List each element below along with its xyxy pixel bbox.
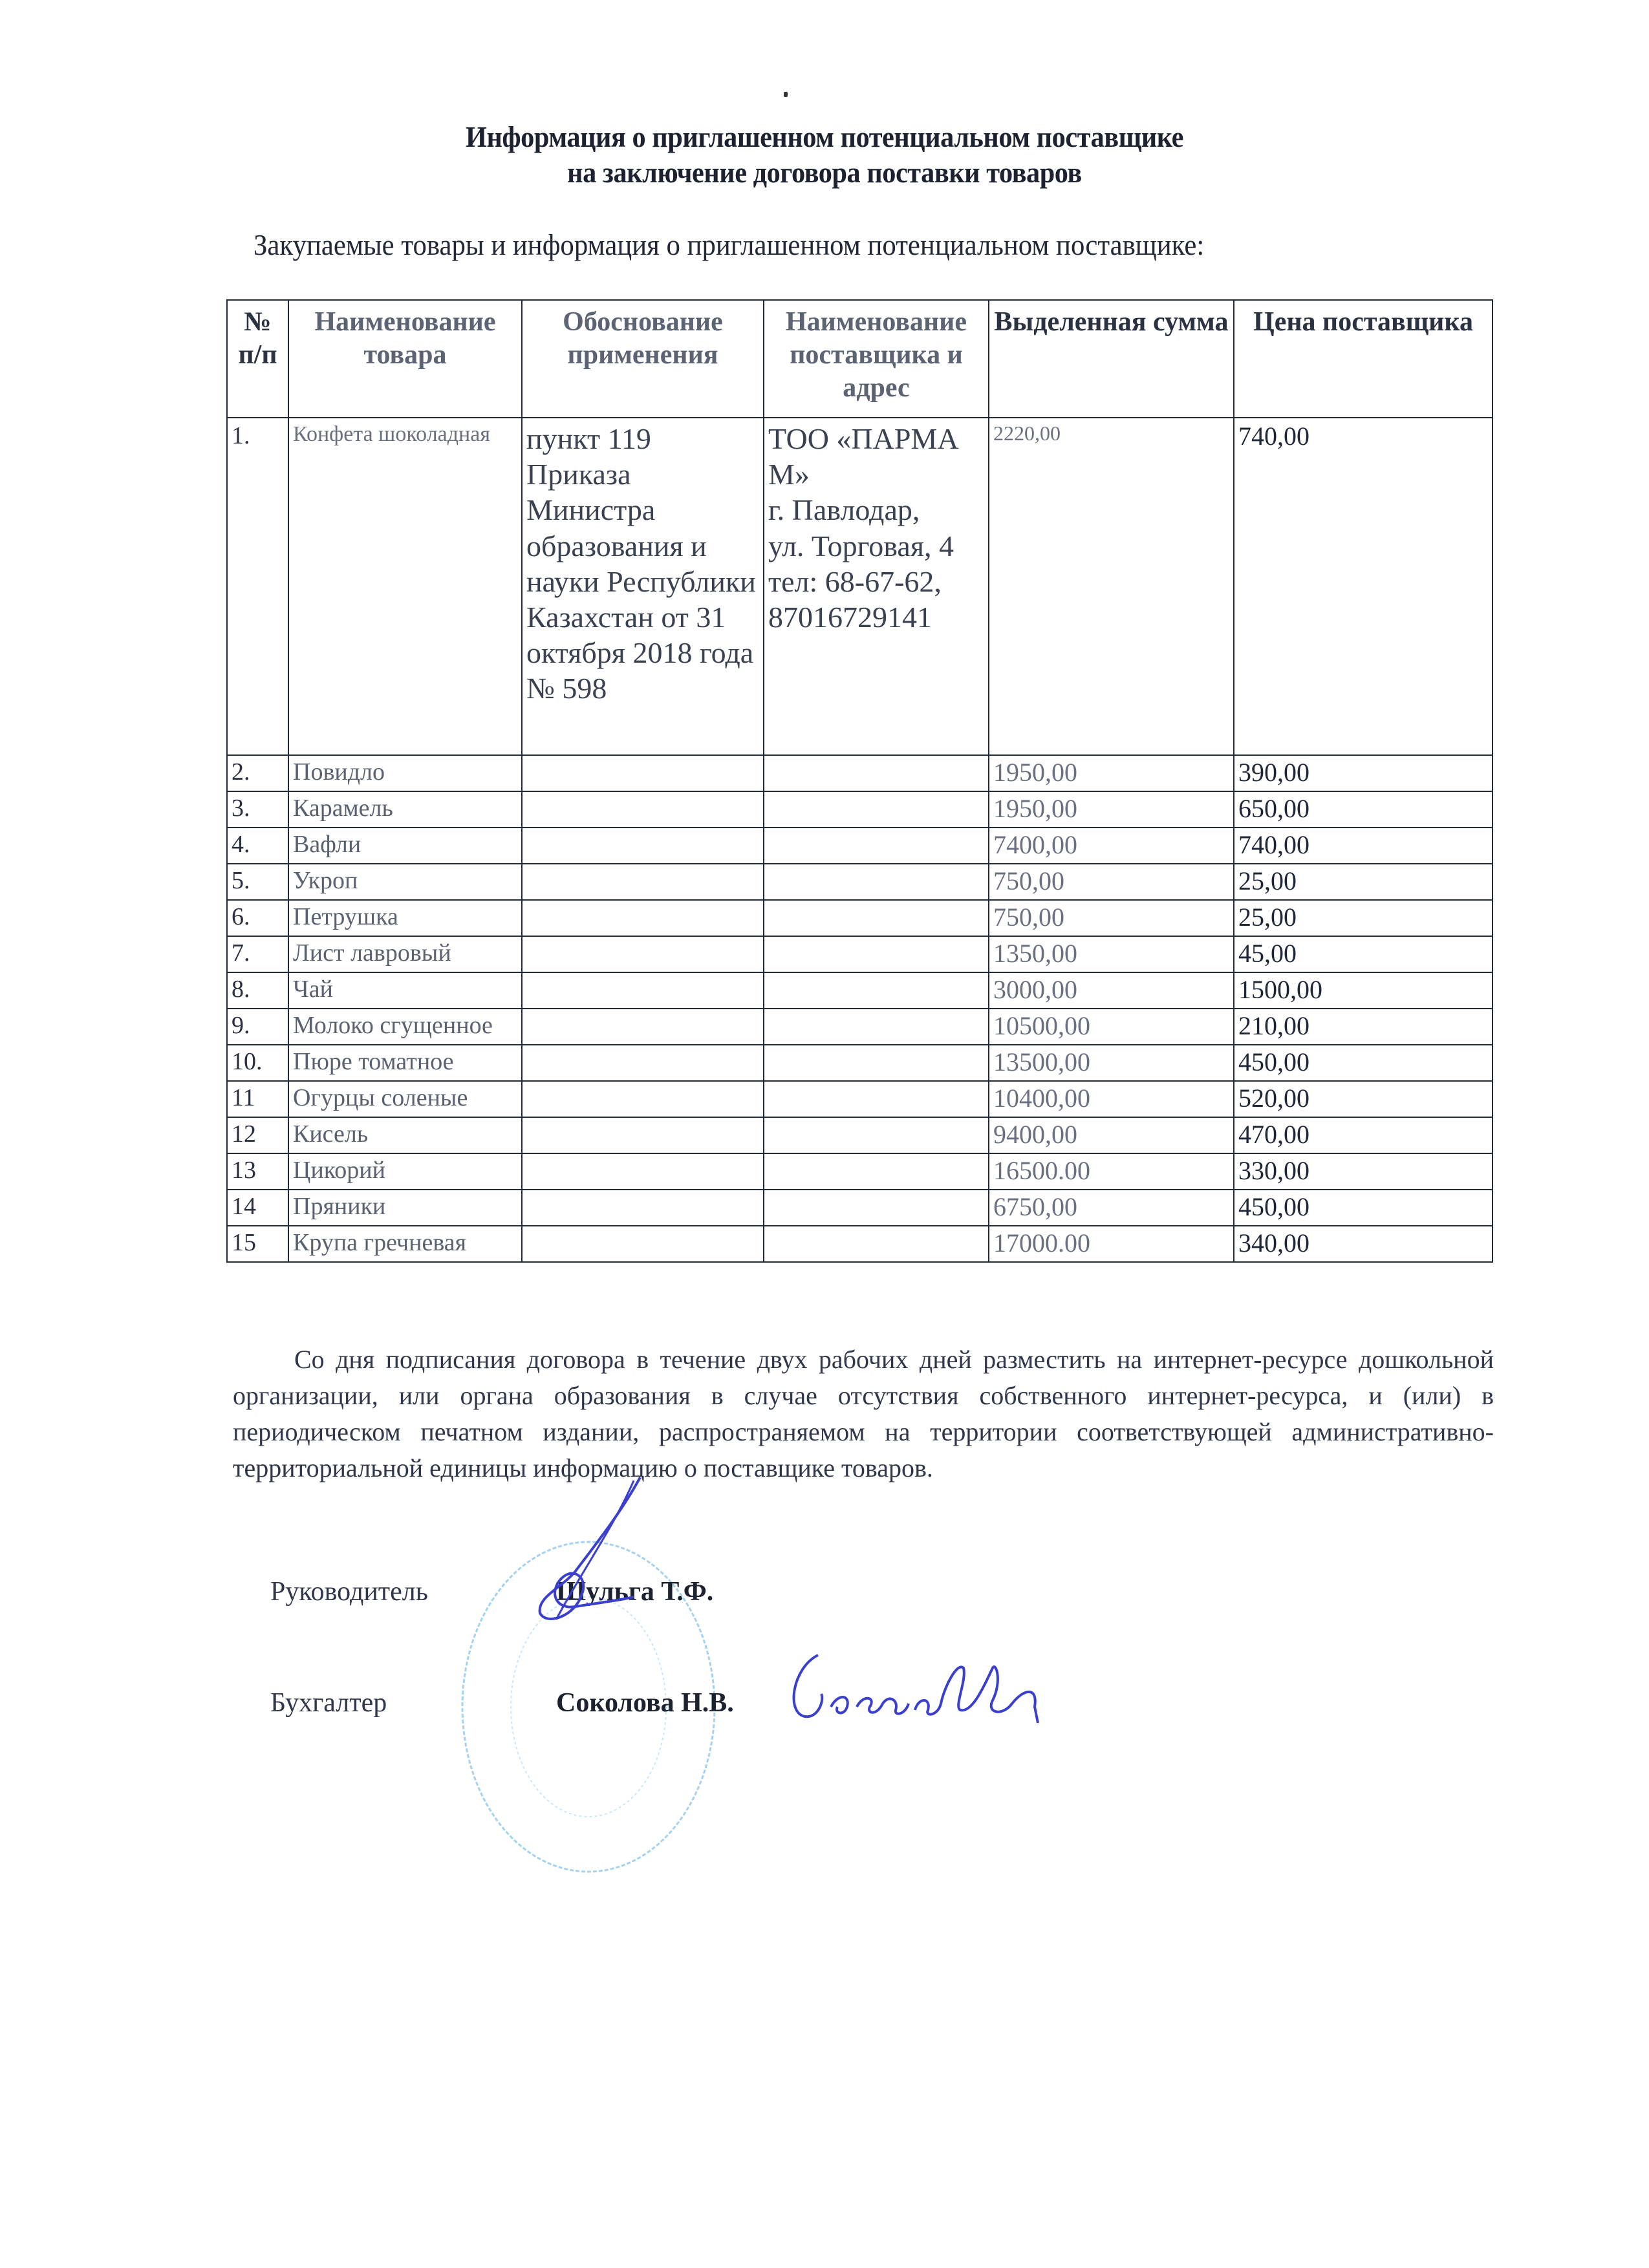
row-number: 2. xyxy=(227,755,288,791)
supplier-mobile: 87016729141 xyxy=(768,600,932,634)
table-row xyxy=(227,1009,1493,1045)
supplier-city: г. Павлодар, xyxy=(768,493,920,527)
row-allocated-amount: 13500,00 xyxy=(989,1045,1234,1081)
row-supplier-price: 450,00 xyxy=(1234,1045,1493,1081)
row-allocated-amount: 9400,00 xyxy=(989,1117,1234,1153)
row-supplier-price: 740,00 xyxy=(1234,418,1493,755)
justification-cell: пункт 119 Приказа Министра образования и науки Республики Казахстан от 31 октября 2018 года № 598 xyxy=(522,418,764,755)
row-supplier-price: 450,00 xyxy=(1234,1190,1493,1226)
row-allocated-amount: 3000,00 xyxy=(989,972,1234,1009)
row-goods-name: Пюре томатное xyxy=(288,1045,522,1081)
row-allocated-amount: 16500.00 xyxy=(989,1153,1234,1190)
table-row xyxy=(227,418,1493,755)
table-row xyxy=(227,1045,1493,1081)
row-goods-name: Молоко сгущенное xyxy=(288,1009,522,1045)
table-row xyxy=(227,864,1493,900)
row-allocated-amount: 7400,00 xyxy=(989,828,1234,864)
row-supplier-empty xyxy=(764,1153,989,1190)
row-goods-name: Крупа гречневая xyxy=(288,1226,522,1262)
head-role-label: Руководитель xyxy=(270,1577,428,1607)
row-allocated-amount: 1950,00 xyxy=(989,755,1234,791)
document-title-line-2: на заключение договора поставки товаров xyxy=(567,156,1082,189)
row-allocated-amount: 10500,00 xyxy=(989,1009,1234,1045)
row-number: 13 xyxy=(227,1153,288,1190)
scan-mark xyxy=(784,92,788,97)
row-supplier-price: 25,00 xyxy=(1234,864,1493,900)
row-justification-empty xyxy=(522,1190,764,1226)
row-allocated-amount: 10400,00 xyxy=(989,1081,1234,1117)
row-supplier-price: 1500,00 xyxy=(1234,972,1493,1009)
row-allocated-amount: 750,00 xyxy=(989,864,1234,900)
document-title-line-1: Информация о приглашенном потенциальном поставщике xyxy=(465,120,1184,153)
table-row xyxy=(227,1117,1493,1153)
header-supplier-price: Цена поставщика xyxy=(1234,300,1493,418)
header-allocated-amount: Выделенная сумма xyxy=(989,300,1234,418)
row-supplier-empty xyxy=(764,972,989,1009)
row-allocated-amount: 17000.00 xyxy=(989,1226,1234,1262)
row-goods-name: Укроп xyxy=(288,864,522,900)
supplier-street: ул. Торговая, 4 xyxy=(768,529,954,562)
accountant-signature-icon xyxy=(779,1642,1064,1739)
table-row xyxy=(227,972,1493,1009)
row-supplier-empty xyxy=(764,791,989,828)
table-row xyxy=(227,755,1493,791)
head-signature-icon xyxy=(511,1474,679,1629)
row-supplier-price: 520,00 xyxy=(1234,1081,1493,1117)
row-number: 15 xyxy=(227,1226,288,1262)
row-supplier-price: 210,00 xyxy=(1234,1009,1493,1045)
header-supplier: Наименование поставщика и адрес xyxy=(764,300,989,418)
row-supplier-empty xyxy=(764,936,989,972)
row-supplier-empty xyxy=(764,755,989,791)
header-number: № п/п xyxy=(227,300,288,418)
row-supplier-empty xyxy=(764,1081,989,1117)
row-number: 14 xyxy=(227,1190,288,1226)
goods-table xyxy=(226,299,1493,1263)
row-justification-empty xyxy=(522,1045,764,1081)
table-row xyxy=(227,828,1493,864)
row-number: 4. xyxy=(227,828,288,864)
row-goods-name: Конфета шоколадная xyxy=(288,418,522,755)
supplier-name: ТОО «ПАРМА М» xyxy=(768,422,959,491)
row-goods-name: Вафли xyxy=(288,828,522,864)
row-supplier-price: 470,00 xyxy=(1234,1117,1493,1153)
row-supplier-price: 740,00 xyxy=(1234,828,1493,864)
row-supplier-empty xyxy=(764,1009,989,1045)
row-justification-empty xyxy=(522,1081,764,1117)
row-goods-name: Петрушка xyxy=(288,900,522,936)
row-goods-name: Пряники xyxy=(288,1190,522,1226)
row-justification-empty xyxy=(522,828,764,864)
row-number: 10. xyxy=(227,1045,288,1081)
row-supplier-empty xyxy=(764,864,989,900)
supplier-cell xyxy=(764,418,989,755)
accountant-name: Соколова Н.В. xyxy=(556,1688,734,1718)
table-header-row xyxy=(227,300,1493,418)
row-goods-name: Цикорий xyxy=(288,1153,522,1190)
table-caption: Закупаемые товары и информация о приглашенном потенциальном поставщике: xyxy=(253,228,1205,261)
row-justification-empty xyxy=(522,864,764,900)
publication-notice: Со дня подписания договора в течение двух рабочих дней разместить на интернет-ресурсе дошкольной организации, или органа образования в случае отсутствия собственного интернет-ресурса, и (или) в периодическом печатном издании, распространяемом на территории соответствующей административно-территориальной единицы информацию о поставщике товаров. xyxy=(233,1345,1494,1482)
row-allocated-amount: 750,00 xyxy=(989,900,1234,936)
row-goods-name: Лист лавровый xyxy=(288,936,522,972)
row-allocated-amount: 2220,00 xyxy=(989,418,1234,755)
row-goods-name: Кисель xyxy=(288,1117,522,1153)
header-justification: Обоснование применения xyxy=(522,300,764,418)
row-supplier-price: 25,00 xyxy=(1234,900,1493,936)
table-row xyxy=(227,1190,1493,1226)
row-supplier-price: 650,00 xyxy=(1234,791,1493,828)
row-justification-empty xyxy=(522,900,764,936)
row-justification-empty xyxy=(522,1117,764,1153)
row-number: 11 xyxy=(227,1081,288,1117)
row-goods-name: Повидло xyxy=(288,755,522,791)
row-goods-name: Карамель xyxy=(288,791,522,828)
row-goods-name: Чай xyxy=(288,972,522,1009)
header-goods-name: Наименование товара xyxy=(288,300,522,418)
row-number: 3. xyxy=(227,791,288,828)
table-row xyxy=(227,791,1493,828)
row-number: 5. xyxy=(227,864,288,900)
table-row xyxy=(227,1081,1493,1117)
row-allocated-amount: 1350,00 xyxy=(989,936,1234,972)
row-justification-empty xyxy=(522,1226,764,1262)
head-name: Шульга Т.Ф. xyxy=(556,1577,714,1607)
row-supplier-empty xyxy=(764,1117,989,1153)
row-number: 1. xyxy=(227,418,288,755)
row-justification-empty xyxy=(522,755,764,791)
accountant-role-label: Бухгалтер xyxy=(270,1688,387,1718)
row-allocated-amount: 1950,00 xyxy=(989,791,1234,828)
row-supplier-empty xyxy=(764,828,989,864)
row-allocated-amount: 6750,00 xyxy=(989,1190,1234,1226)
row-justification-empty xyxy=(522,791,764,828)
row-justification-empty xyxy=(522,1009,764,1045)
row-justification-empty xyxy=(522,972,764,1009)
table-row xyxy=(227,900,1493,936)
table-row xyxy=(227,936,1493,972)
row-supplier-price: 390,00 xyxy=(1234,755,1493,791)
row-supplier-empty xyxy=(764,1045,989,1081)
table-row xyxy=(227,1226,1493,1262)
row-number: 7. xyxy=(227,936,288,972)
row-number: 6. xyxy=(227,900,288,936)
row-supplier-empty xyxy=(764,1226,989,1262)
row-number: 12 xyxy=(227,1117,288,1153)
table-row xyxy=(227,1153,1493,1190)
row-number: 8. xyxy=(227,972,288,1009)
row-justification-empty xyxy=(522,936,764,972)
row-justification-empty xyxy=(522,1153,764,1190)
row-supplier-empty xyxy=(764,900,989,936)
row-goods-name: Огурцы соленые xyxy=(288,1081,522,1117)
row-number: 9. xyxy=(227,1009,288,1045)
row-supplier-price: 340,00 xyxy=(1234,1226,1493,1262)
row-supplier-price: 330,00 xyxy=(1234,1153,1493,1190)
row-supplier-empty xyxy=(764,1190,989,1226)
row-supplier-price: 45,00 xyxy=(1234,936,1493,972)
supplier-phone: тел: 68-67-62, xyxy=(768,564,942,598)
